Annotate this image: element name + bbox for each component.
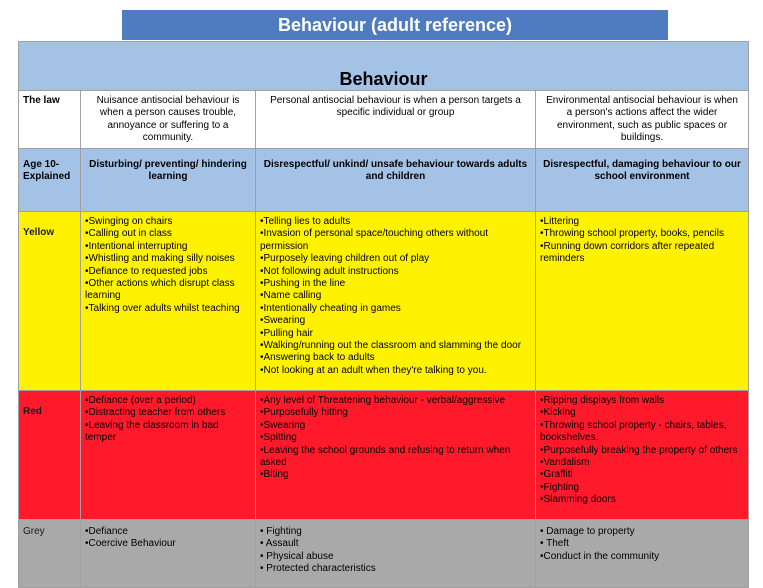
- list-item: •Vandalism: [540, 457, 590, 469]
- list-item: •Littering: [540, 216, 580, 227]
- page-title-banner: [122, 10, 668, 40]
- list-item: •Conduct in the community: [540, 550, 660, 562]
- grey-environmental-cell: [536, 520, 749, 588]
- yellow-personal-cell: [256, 212, 536, 391]
- age-nuisance: Disturbing/ preventing/ hindering learning: [81, 149, 256, 212]
- list-item: •Other actions which disrupt class learning: [85, 278, 235, 302]
- red-personal-list: [260, 395, 531, 482]
- list-item: •Kicking: [540, 407, 576, 419]
- red-nuisance-list: [85, 395, 251, 445]
- list-item: •Throwing school property, books, pencils: [540, 228, 724, 240]
- grey-personal-list: [260, 526, 531, 576]
- list-item: •Coercive Behaviour: [85, 538, 176, 550]
- red-label: Red: [19, 391, 81, 520]
- list-item: •Biting: [260, 469, 289, 481]
- red-environmental-list: [540, 395, 744, 507]
- law-personal: Personal antisocial behaviour is when a person targets a specific individual or group: [256, 91, 536, 149]
- list-item: • Physical abuse: [260, 550, 334, 562]
- list-item: •Swinging on chairs: [85, 216, 173, 227]
- list-item: •Pushing in the line: [260, 278, 346, 290]
- list-item: •Name calling: [260, 290, 322, 302]
- yellow-environmental-cell: [536, 212, 749, 391]
- law-row: [19, 91, 749, 149]
- list-item: •Distracting teacher from others: [85, 407, 226, 419]
- list-item: • Protected characteristics: [260, 563, 376, 575]
- grey-row: [19, 520, 749, 588]
- red-environmental-cell: [536, 391, 749, 520]
- list-item: •Not looking at an adult when they're talking to you.: [260, 364, 487, 376]
- age-label: Age 10- Explained: [19, 149, 81, 212]
- list-item: •Running down corridors after repeated reminders: [540, 240, 715, 265]
- list-item: •Defiance (over a period): [85, 395, 196, 406]
- list-item: •Defiance: [85, 526, 128, 537]
- list-item: •Graffiti: [540, 469, 573, 481]
- yellow-nuisance-cell: [81, 212, 256, 391]
- list-item: •Ripping displays from walls: [540, 395, 665, 406]
- grey-personal-cell: [256, 520, 536, 588]
- list-item: •Purposely leaving children out of play: [260, 253, 430, 265]
- list-item: •Talking over adults whilst teaching: [85, 302, 240, 314]
- red-row: [19, 391, 749, 520]
- law-label: The law: [19, 91, 81, 149]
- list-item: •Swearing: [260, 419, 306, 431]
- red-personal-cell: [256, 391, 536, 520]
- list-item: •Fighting: [540, 481, 580, 493]
- yellow-nuisance-list: [85, 216, 251, 315]
- list-item: •Answering back to adults: [260, 352, 375, 364]
- list-item: •Invasion of personal space/touching others without permission: [260, 228, 489, 252]
- list-item: •Purposefully hitting: [260, 407, 348, 419]
- grey-nuisance-cell: [81, 520, 256, 588]
- yellow-label: Yellow: [19, 212, 81, 391]
- list-item: •Intentionally cheating in games: [260, 302, 401, 314]
- list-item: •Leaving the classroom in bad temper: [85, 419, 219, 444]
- yellow-personal-list: [260, 216, 531, 377]
- list-item: • Fighting: [260, 526, 302, 537]
- list-item: •Swearing: [260, 315, 306, 327]
- list-item: •Purposefully breaking the property of others: [540, 444, 738, 456]
- law-environmental: Environmental antisocial behaviour is when a person's actions affect the wider environment, such as public spaces or buildings.: [536, 91, 749, 149]
- list-item: •Whistling and making silly noises: [85, 253, 235, 265]
- page-title: Behaviour (adult reference): [277, 14, 513, 35]
- grey-environmental-list: [540, 526, 744, 563]
- yellow-environmental-list: [540, 216, 744, 266]
- age-environmental: Disrespectful, damaging behaviour to our school environment: [536, 149, 749, 212]
- list-item: •Spitting: [260, 432, 297, 444]
- list-item: •Calling out in class: [85, 228, 172, 240]
- list-item: •Pulling hair: [260, 327, 313, 339]
- list-item: •Intentional interrupting: [85, 240, 188, 252]
- table-heading-row: [19, 42, 749, 91]
- age-personal: Disrespectful/ unkind/ unsafe behaviour towards adults and children: [256, 149, 536, 212]
- list-item: •Defiance to requested jobs: [85, 265, 208, 277]
- list-item: •Walking/running out the classroom and slamming the door: [260, 340, 522, 352]
- list-item: •Throwing school property - chairs, tables, bookshelves.: [540, 419, 727, 444]
- list-item: •Telling lies to adults: [260, 216, 351, 227]
- red-nuisance-cell: [81, 391, 256, 520]
- law-nuisance: Nuisance antisocial behaviour is when a person causes trouble, annoyance or suffering to a community.: [81, 91, 256, 149]
- yellow-row: [19, 212, 749, 391]
- table-heading: Behaviour: [19, 42, 749, 91]
- list-item: •Leaving the school grounds and refusing to return when asked: [260, 444, 511, 469]
- list-item: •Any level of Threatening behaviour - verbal/aggressive: [260, 395, 506, 406]
- list-item: • Assault: [260, 538, 299, 550]
- grey-nuisance-list: [85, 526, 251, 551]
- behaviour-table: [18, 41, 749, 588]
- grey-label: Grey: [19, 520, 81, 588]
- list-item: •Not following adult instructions: [260, 265, 399, 277]
- list-item: • Theft: [540, 538, 569, 550]
- age-row: [19, 149, 749, 212]
- list-item: • Damage to property: [540, 526, 635, 537]
- list-item: •Slamming doors: [540, 494, 616, 506]
